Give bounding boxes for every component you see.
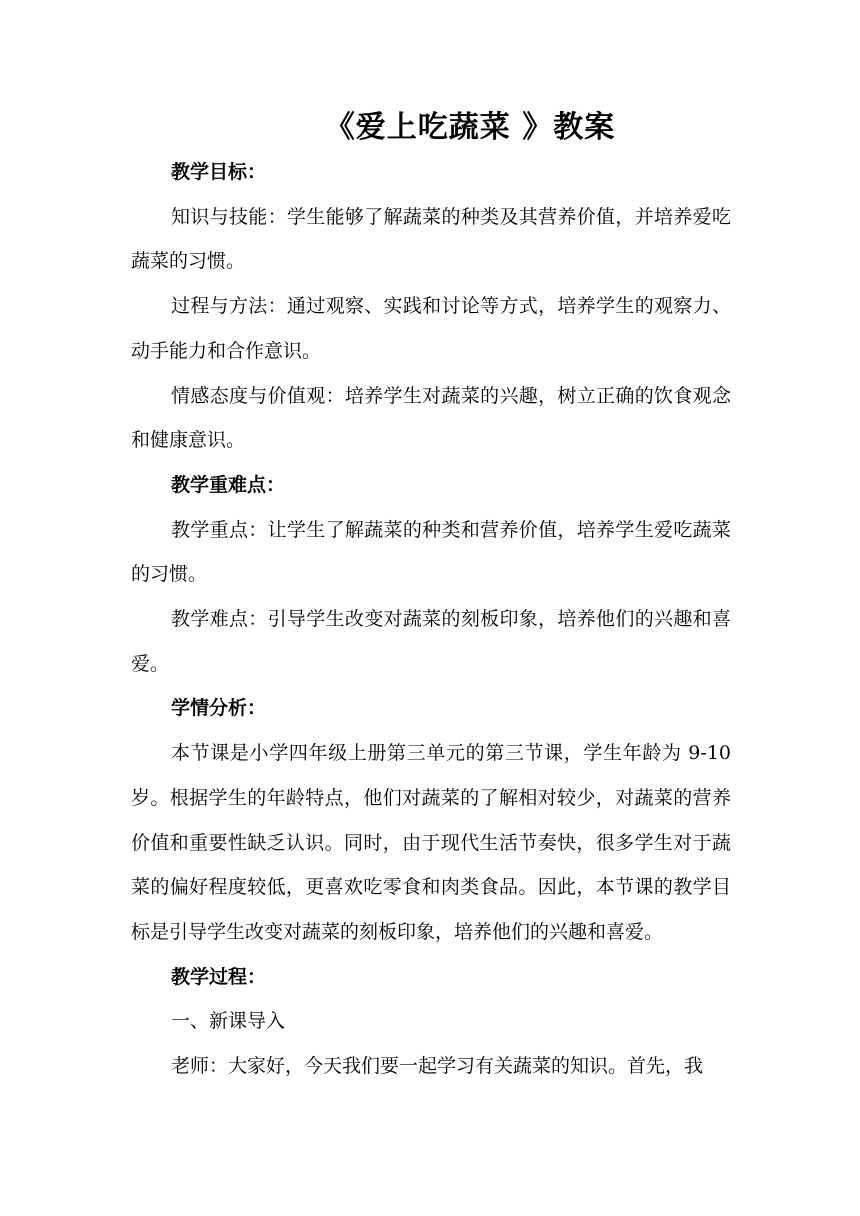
paragraph: 一、新课导入: [171, 1010, 286, 1033]
section-heading: 教学过程：: [171, 965, 267, 988]
section-teaching-process: [131, 955, 731, 1089]
section-learner-analysis: [131, 686, 731, 954]
paragraph: 本节课是小学四年级上册第三单元的第三节课，学生年龄为 9-10 岁。根据学生的年龄特点，他们对蔬菜的了解相对较少，对蔬菜的营养价值和重要性缺乏认识。同时，由于现代生活节奏快，很多学生对于蔬菜的偏好程度较低，更喜欢吃零食和肉类食品。因此，本节课的教学目标是引导学生改变对蔬菜的刻板印象，培养他们的兴趣和喜爱。: [131, 742, 731, 943]
document-body: [131, 150, 731, 1089]
paragraph: 老师：大家好，今天我们要一起学习有关蔬菜的知识。首先，我: [171, 1055, 704, 1077]
section-key-difficult-points: [131, 463, 731, 687]
section-heading: 教学目标：: [171, 161, 267, 183]
paragraph: 过程与方法：通过观察、实践和讨论等方式，培养学生的观察力、动手能力和合作意识。: [131, 295, 731, 362]
paragraph: 知识与技能：学生能够了解蔬菜的种类及其营养价值，并培养爱吃蔬菜的习惯。: [131, 205, 731, 273]
section-heading: 教学重难点：: [171, 473, 286, 496]
section-teaching-objectives: [131, 150, 731, 463]
section-heading: 学情分析：: [171, 697, 267, 720]
paragraph: 教学难点：引导学生改变对蔬菜的刻板印象，培养他们的兴趣和喜爱。: [131, 608, 731, 675]
paragraph: 情感态度与价值观：培养学生对蔬菜的兴趣，树立正确的饮食观念和健康意识。: [131, 384, 731, 452]
paragraph: 教学重点：让学生了解蔬菜的种类和营养价值，培养学生爱吃蔬菜的习惯。: [131, 518, 731, 586]
document-title: 《爱上吃蔬菜 》教案: [324, 110, 616, 145]
